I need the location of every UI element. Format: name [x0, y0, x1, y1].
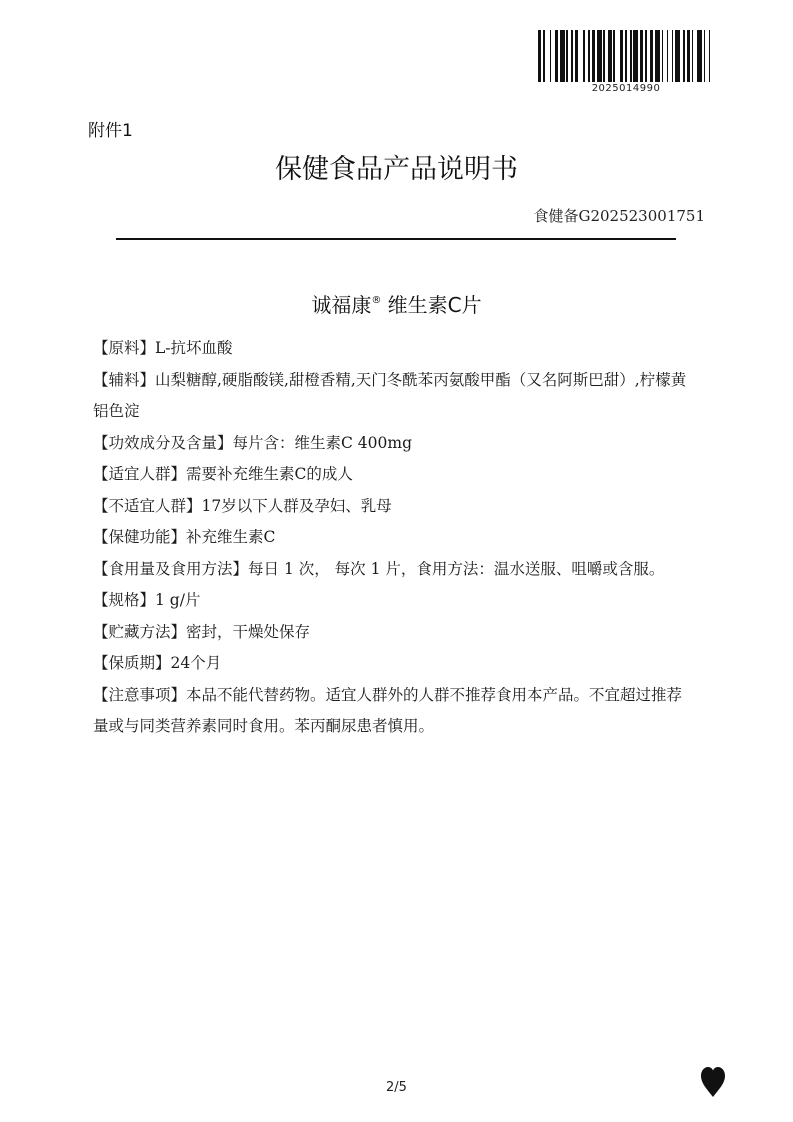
spec-text: 每日 1 次， 每次 1 片，食用方法：温水送服、咀嚼或含服。	[248, 559, 665, 578]
spec-item-storage	[93, 617, 693, 649]
trademark-symbol: ®	[371, 295, 382, 306]
spec-label: 【适宜人群】	[93, 465, 187, 483]
spec-label: 【原料】	[93, 339, 156, 357]
spec-item-ingredients	[93, 333, 693, 365]
barcode-number: 2025014990	[591, 83, 661, 94]
spec-text: 密封，干燥处保存	[186, 622, 311, 641]
spec-label: 【不适宜人群】	[93, 496, 202, 515]
spec-item-health-function	[93, 522, 693, 554]
spec-item-unsuitable-population	[93, 491, 693, 523]
document-title: 保健食品产品说明书	[275, 154, 518, 185]
spec-label: 【贮藏方法】	[93, 622, 187, 641]
specification-list	[93, 333, 693, 743]
product-title: 维生素C片	[381, 293, 482, 317]
spec-text: 24个月	[170, 654, 222, 672]
spec-text: 17岁以下人群及孕妇、乳母	[201, 496, 392, 515]
spec-item-excipients	[93, 365, 693, 428]
spec-item-specification	[93, 585, 693, 617]
registration-number: 食健备G202523001751	[533, 207, 705, 225]
spec-label: 【保健功能】	[93, 528, 187, 546]
spec-label: 【辅料】	[93, 370, 156, 389]
spec-text: L-抗坏血酸	[155, 339, 233, 357]
heart-icon	[700, 1066, 726, 1098]
spec-label: 【保质期】	[93, 654, 171, 672]
product-brand: 诚福康	[311, 293, 372, 317]
spec-item-suitable-population	[93, 459, 693, 491]
spec-item-precautions	[93, 680, 693, 743]
spec-item-shelf-life	[93, 648, 693, 680]
page-number: 2/5	[386, 1080, 407, 1095]
spec-text: 需要补充维生素C的成人	[186, 465, 353, 483]
spec-label: 【食用量及食用方法】	[93, 559, 249, 578]
attachment-label: 附件1	[88, 121, 133, 141]
product-name	[0, 289, 793, 318]
spec-text: 1 g/片	[155, 591, 201, 609]
spec-label: 【规格】	[93, 591, 156, 609]
spec-label: 【功效成分及含量】	[93, 433, 233, 452]
spec-item-dosage	[93, 554, 693, 586]
spec-text: 山梨糖醇,硬脂酸镁,甜橙香精,天门冬酰苯丙氨酸甲酯（又名阿斯巴甜）,柠檬黄铝色淀	[93, 370, 687, 420]
spec-text: 补充维生素C	[186, 528, 276, 546]
spec-label: 【注意事项】	[93, 685, 187, 704]
spec-text: 每片含：维生素C 400mg	[232, 433, 413, 452]
spec-text: 本品不能代替药物。适宜人群外的人群不推荐食用本产品。不宜超过推荐量或与同类营养素同时食用。苯丙酮尿患者慎用。	[93, 685, 683, 735]
spec-item-active-content	[93, 428, 693, 460]
barcode	[538, 30, 714, 82]
header-divider	[116, 238, 676, 240]
